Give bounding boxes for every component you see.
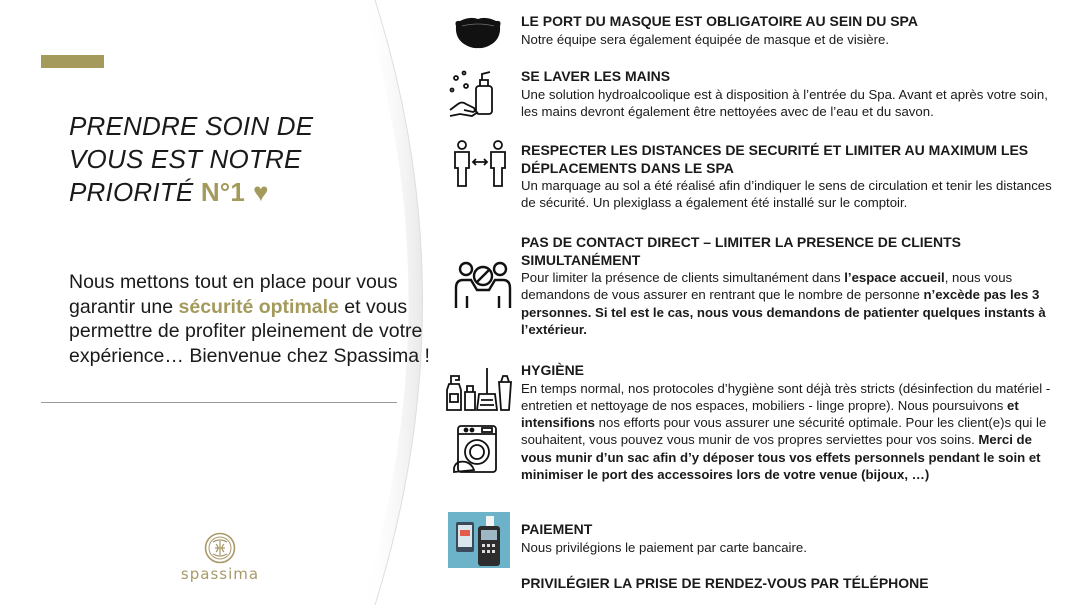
item-distances <box>521 142 1066 212</box>
item-masque-title: LE PORT DU MASQUE EST OBLIGATOIRE AU SEIN DU SPA <box>521 13 918 29</box>
item-hygiene-bold-1: et intensifions <box>521 397 1019 431</box>
item-contact-text-1: Pour limiter la présence de clients simultanément dans <box>521 270 845 285</box>
washing-machine-icon <box>452 424 500 474</box>
social-distance-icon <box>452 140 508 190</box>
item-hygiene-bold-2: Merci de vous munir d’un sac afin d’y déposer tous vos effets personnels pendant le soin et minimiser le port des accessoires lors de votre venue (bijoux, …) <box>521 432 1041 482</box>
title-line-1: PRENDRE SOIN DE <box>69 111 314 141</box>
hand-wash-icon <box>448 68 496 118</box>
accent-bar <box>41 55 104 68</box>
divider <box>41 402 397 403</box>
item-hygiene <box>521 362 1066 483</box>
item-contact-bold-1: l’espace accueil <box>844 270 945 285</box>
title-number: N°1 <box>200 177 246 207</box>
item-mains-text: Une solution hydroalcoolique est à disposition à l’entrée du Spa. Avant et après votre soin, les mains devront également être nettoyées avec de l’eau et du savon. <box>521 86 1048 119</box>
item-paiement <box>521 521 1066 556</box>
logo-text: spassima <box>180 565 260 583</box>
intro-text <box>69 270 434 368</box>
item-distances-title: RESPECTER LES DISTANCES DE SECURITÉ ET LIMITER AU MAXIMUM LES DÉPLACEMENTS DANS LE SPA <box>521 142 1029 176</box>
item-paiement-title: PAIEMENT <box>521 521 593 537</box>
title-line-3 <box>69 176 389 209</box>
heart-icon: ♥ <box>253 177 269 207</box>
logo-emblem-icon <box>204 532 236 564</box>
item-masque-text: Notre équipe sera également équipée de masque et de visière. <box>521 31 890 47</box>
item-contact-title: PAS DE CONTACT DIRECT – LIMITER LA PRESENCE DE CLIENTS SIMULTANÉMENT <box>521 234 961 268</box>
item-mains <box>521 68 1066 120</box>
item-hygiene-text-2: nos efforts pour vous assurer une sécurité optimale. Pour les client(e)s qui le souhaitent, vous pouvez vous munir de vos propres serviettes pour vos soins. <box>521 415 1047 448</box>
cleaning-products-icon <box>445 364 513 414</box>
no-contact-icon <box>453 260 513 312</box>
item-contact-text-2: , nous vous demandons de vous assurer en rentrant que le nombre de personne <box>521 270 1013 303</box>
card-payment-icon <box>448 512 510 568</box>
item-contact-text <box>521 269 1066 338</box>
item-mains-title: SE LAVER LES MAINS <box>521 68 671 84</box>
item-hygiene-text-1: En temps normal, nos protocoles d’hygiène sont déjà très stricts (désinfection du matériel - entretien et nettoyage de nos espaces, mobiliers - linge propre). Nous poursuivons <box>521 380 1051 413</box>
item-hygiene-text <box>521 380 1066 484</box>
intro-part-2: et vous permettre de profiter pleinement de votre expérience… Bienvenue chez Spassima ! <box>69 295 430 367</box>
face-mask-icon <box>452 16 504 50</box>
page-title <box>69 110 389 209</box>
title-line-2: VOUS EST NOTRE <box>69 144 302 174</box>
item-paiement-text: Nous privilégions le paiement par carte bancaire. <box>521 539 807 555</box>
left-panel <box>0 0 440 605</box>
item-rdv-title: PRIVILÉGIER LA PRISE DE RENDEZ-VOUS PAR TÉLÉPHONE <box>521 575 929 591</box>
spassima-logo <box>165 532 275 594</box>
item-masque <box>521 13 1066 48</box>
item-rdv <box>521 575 1066 593</box>
title-priority: PRIORITÉ <box>69 177 201 207</box>
item-contact <box>521 234 1066 338</box>
item-distances-text: Un marquage au sol a été réalisé afin d’indiquer le sens de circulation et tenir les distances de sécurité. Un plexiglass a également été installé sur le comptoir. <box>521 178 1052 211</box>
intro-emphasis: sécurité optimale <box>178 295 339 318</box>
item-contact-bold-2: n’excède pas les 3 personnes. Si tel est le cas, nous vous demandons de patienter quelques instants à l’extérieur. <box>521 287 1046 337</box>
intro-part-1: Nous mettons tout en place pour vous garantir une <box>69 271 398 318</box>
item-hygiene-title: HYGIÈNE <box>521 362 585 378</box>
